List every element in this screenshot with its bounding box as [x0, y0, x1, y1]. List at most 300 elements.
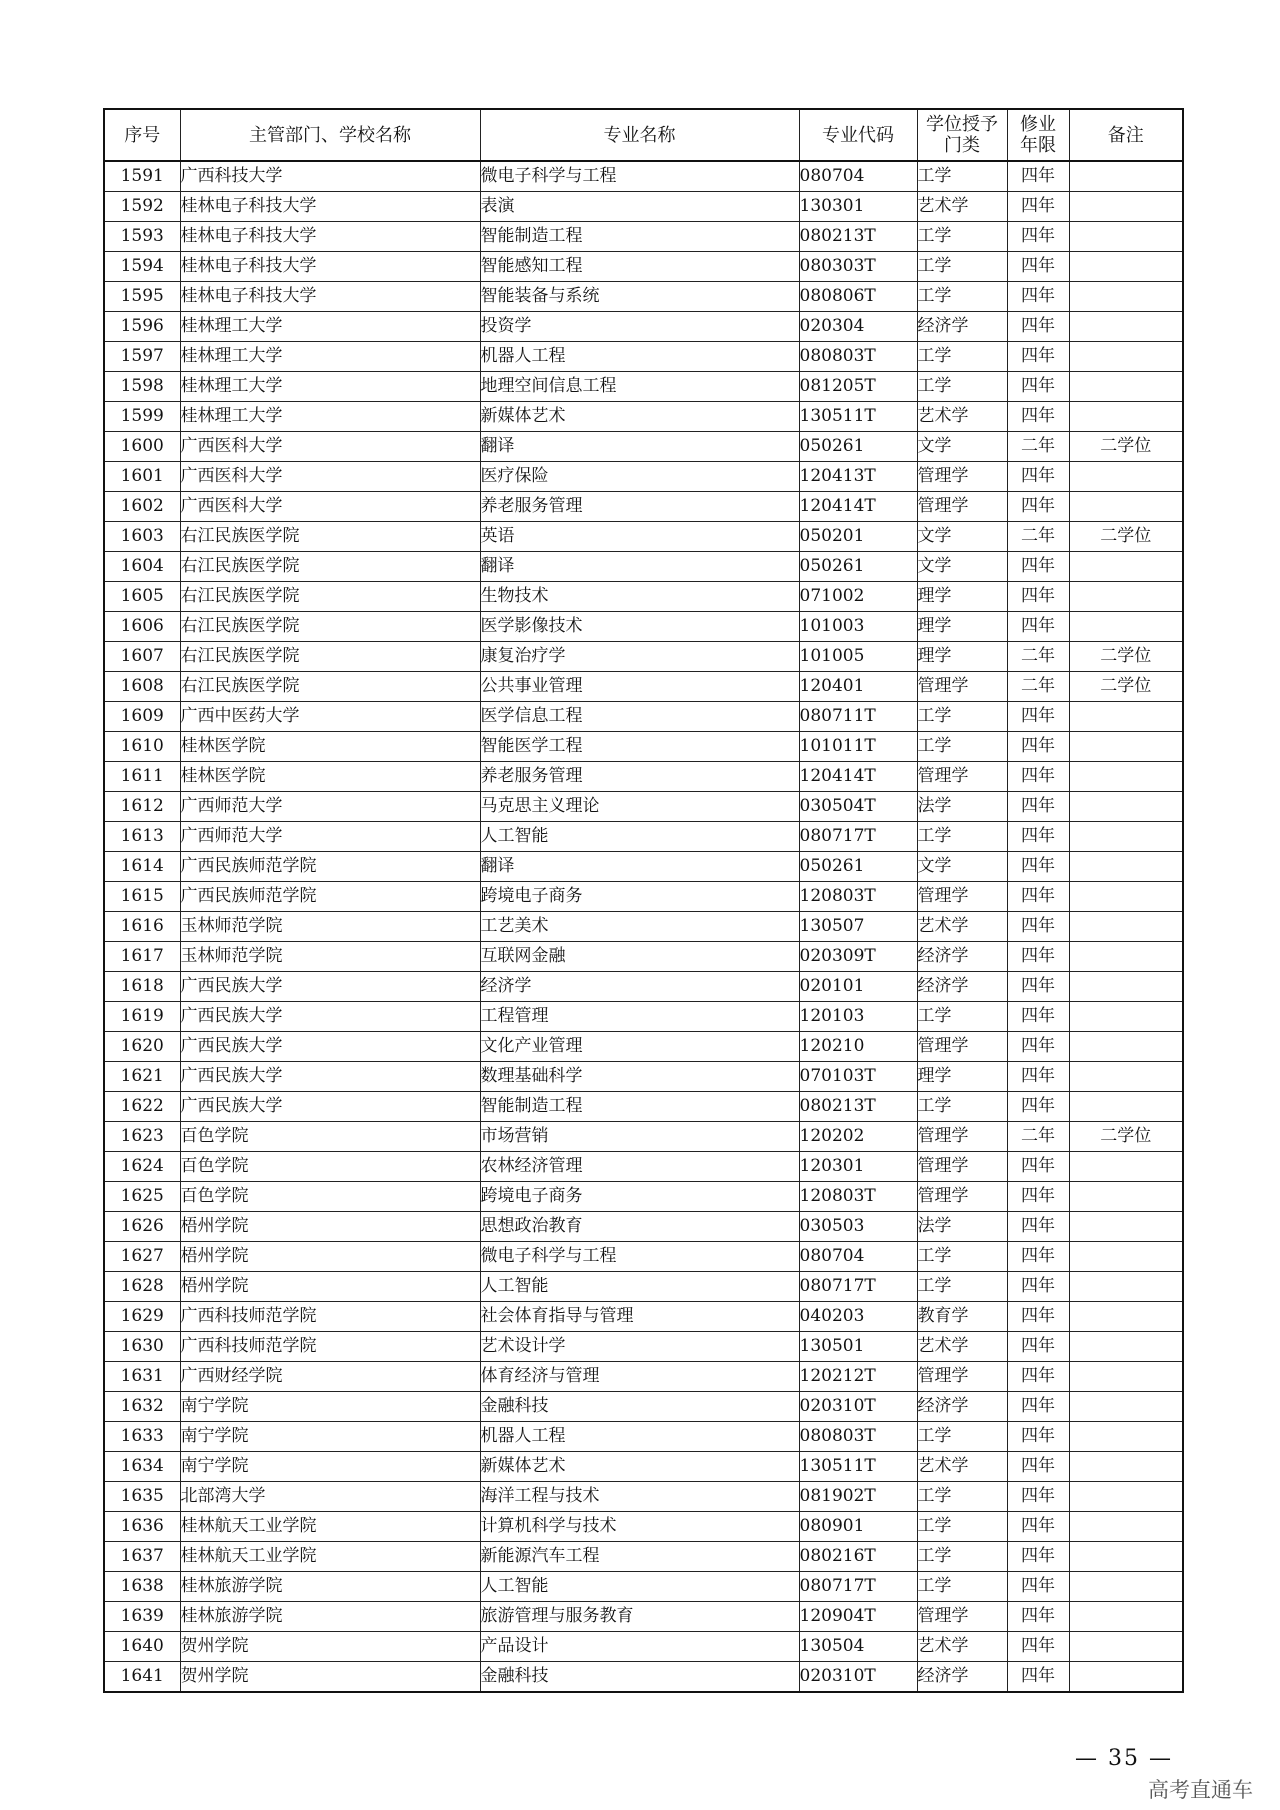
school-name: 广西民族大学: [180, 1002, 480, 1032]
remark: [1069, 1512, 1183, 1542]
major-code: 130504: [799, 1632, 917, 1662]
table-row: [104, 462, 1183, 492]
row-number: 1622: [104, 1092, 180, 1122]
row-number: 1619: [104, 1002, 180, 1032]
degree-category: 艺术学: [917, 402, 1007, 432]
remark: [1069, 822, 1183, 852]
study-duration: 四年: [1007, 1062, 1069, 1092]
row-number: 1624: [104, 1152, 180, 1182]
row-number: 1641: [104, 1662, 180, 1693]
row-number: 1638: [104, 1572, 180, 1602]
table-row: [104, 1332, 1183, 1362]
remark: 二学位: [1069, 522, 1183, 552]
table-row: [104, 822, 1183, 852]
header-no: 序号: [104, 109, 180, 161]
degree-category: 工学: [917, 372, 1007, 402]
row-number: 1615: [104, 882, 180, 912]
remark: 二学位: [1069, 642, 1183, 672]
header-duration: [1007, 109, 1069, 161]
major-code: 020101: [799, 972, 917, 1002]
row-number: 1613: [104, 822, 180, 852]
degree-category: 工学: [917, 1512, 1007, 1542]
school-name: 玉林师范学院: [180, 942, 480, 972]
major-name: 农林经济管理: [480, 1152, 799, 1182]
table-row: [104, 1002, 1183, 1032]
table-row: [104, 492, 1183, 522]
major-name: 翻译: [480, 432, 799, 462]
remark: [1069, 1272, 1183, 1302]
school-name: 广西医科大学: [180, 462, 480, 492]
degree-category: 艺术学: [917, 1452, 1007, 1482]
school-name: 右江民族医学院: [180, 612, 480, 642]
row-number: 1626: [104, 1212, 180, 1242]
school-name: 广西医科大学: [180, 432, 480, 462]
remark: [1069, 1602, 1183, 1632]
study-duration: 四年: [1007, 252, 1069, 282]
major-code: 030503: [799, 1212, 917, 1242]
major-code: 120202: [799, 1122, 917, 1152]
major-name: 智能装备与系统: [480, 282, 799, 312]
school-name: 桂林旅游学院: [180, 1572, 480, 1602]
study-duration: 四年: [1007, 702, 1069, 732]
study-duration: 四年: [1007, 822, 1069, 852]
major-name: 思想政治教育: [480, 1212, 799, 1242]
major-name: 工程管理: [480, 1002, 799, 1032]
major-code: 030504T: [799, 792, 917, 822]
major-code: 080216T: [799, 1542, 917, 1572]
study-duration: 四年: [1007, 732, 1069, 762]
school-name: 广西民族大学: [180, 972, 480, 1002]
table-row: [104, 1452, 1183, 1482]
study-duration: 四年: [1007, 552, 1069, 582]
row-number: 1612: [104, 792, 180, 822]
study-duration: 四年: [1007, 1332, 1069, 1362]
table-row: [104, 222, 1183, 252]
study-duration: 四年: [1007, 222, 1069, 252]
remark: 二学位: [1069, 672, 1183, 702]
row-number: 1629: [104, 1302, 180, 1332]
degree-category: 管理学: [917, 762, 1007, 792]
major-code: 080806T: [799, 282, 917, 312]
table-row: [104, 1032, 1183, 1062]
table-row: [104, 1512, 1183, 1542]
major-code: 020304: [799, 312, 917, 342]
remark: [1069, 342, 1183, 372]
row-number: 1603: [104, 522, 180, 552]
degree-category: 经济学: [917, 312, 1007, 342]
table-row: [104, 372, 1183, 402]
remark: [1069, 1632, 1183, 1662]
major-code: 120904T: [799, 1602, 917, 1632]
school-name: 百色学院: [180, 1182, 480, 1212]
major-code: 080711T: [799, 702, 917, 732]
table-row: [104, 912, 1183, 942]
major-code: 080704: [799, 1242, 917, 1272]
remark: [1069, 1002, 1183, 1032]
school-name: 桂林航天工业学院: [180, 1542, 480, 1572]
degree-category: 理学: [917, 642, 1007, 672]
school-name: 南宁学院: [180, 1452, 480, 1482]
remark: [1069, 972, 1183, 1002]
degree-category: 工学: [917, 282, 1007, 312]
row-number: 1614: [104, 852, 180, 882]
degree-category: 管理学: [917, 1182, 1007, 1212]
school-name: 桂林理工大学: [180, 372, 480, 402]
school-name: 贺州学院: [180, 1632, 480, 1662]
degree-category: 经济学: [917, 942, 1007, 972]
remark: [1069, 1662, 1183, 1693]
table-row: [104, 192, 1183, 222]
remark: 二学位: [1069, 432, 1183, 462]
study-duration: 四年: [1007, 882, 1069, 912]
major-code: 130511T: [799, 402, 917, 432]
table-row: [104, 612, 1183, 642]
school-name: 贺州学院: [180, 1662, 480, 1693]
header-degree-label: 学位授予门类: [926, 114, 998, 156]
major-name: 市场营销: [480, 1122, 799, 1152]
major-name: 翻译: [480, 852, 799, 882]
major-name: 数理基础科学: [480, 1062, 799, 1092]
study-duration: 四年: [1007, 1662, 1069, 1693]
major-name: 智能感知工程: [480, 252, 799, 282]
row-number: 1606: [104, 612, 180, 642]
degree-category: 工学: [917, 1542, 1007, 1572]
school-name: 北部湾大学: [180, 1482, 480, 1512]
study-duration: 四年: [1007, 1212, 1069, 1242]
degree-category: 工学: [917, 1572, 1007, 1602]
school-name: 右江民族医学院: [180, 642, 480, 672]
remark: [1069, 912, 1183, 942]
study-duration: 四年: [1007, 972, 1069, 1002]
major-name: 跨境电子商务: [480, 882, 799, 912]
remark: [1069, 762, 1183, 792]
school-name: 广西民族师范学院: [180, 882, 480, 912]
major-name: 体育经济与管理: [480, 1362, 799, 1392]
school-name: 桂林电子科技大学: [180, 252, 480, 282]
major-name: 生物技术: [480, 582, 799, 612]
major-code: 120212T: [799, 1362, 917, 1392]
study-duration: 四年: [1007, 912, 1069, 942]
remark: [1069, 882, 1183, 912]
study-duration: 四年: [1007, 1542, 1069, 1572]
school-name: 梧州学院: [180, 1212, 480, 1242]
remark: [1069, 192, 1183, 222]
remark: [1069, 1212, 1183, 1242]
header-school: 主管部门、学校名称: [180, 109, 480, 161]
major-name: 智能医学工程: [480, 732, 799, 762]
table-row: [104, 792, 1183, 822]
study-duration: 四年: [1007, 1092, 1069, 1122]
row-number: 1625: [104, 1182, 180, 1212]
degree-category: 经济学: [917, 972, 1007, 1002]
row-number: 1621: [104, 1062, 180, 1092]
major-name: 医学信息工程: [480, 702, 799, 732]
header-degree: [917, 109, 1007, 161]
header-duration-label: 修业年限: [1020, 114, 1056, 156]
school-name: 广西师范大学: [180, 822, 480, 852]
degree-category: 理学: [917, 612, 1007, 642]
table-row: [104, 762, 1183, 792]
degree-category: 艺术学: [917, 1632, 1007, 1662]
degree-category: 法学: [917, 1212, 1007, 1242]
row-number: 1593: [104, 222, 180, 252]
row-number: 1596: [104, 312, 180, 342]
study-duration: 二年: [1007, 432, 1069, 462]
study-duration: 四年: [1007, 612, 1069, 642]
study-duration: 二年: [1007, 522, 1069, 552]
major-name: 新媒体艺术: [480, 1452, 799, 1482]
major-code: 130507: [799, 912, 917, 942]
row-number: 1633: [104, 1422, 180, 1452]
row-number: 1632: [104, 1392, 180, 1422]
row-number: 1627: [104, 1242, 180, 1272]
table-row: [104, 702, 1183, 732]
school-name: 桂林医学院: [180, 762, 480, 792]
school-name: 梧州学院: [180, 1242, 480, 1272]
study-duration: 四年: [1007, 1362, 1069, 1392]
major-code: 081902T: [799, 1482, 917, 1512]
study-duration: 四年: [1007, 161, 1069, 192]
school-name: 桂林电子科技大学: [180, 192, 480, 222]
school-name: 南宁学院: [180, 1392, 480, 1422]
major-code: 080704: [799, 161, 917, 192]
major-code: 050261: [799, 552, 917, 582]
watermark: 高考直通车: [1148, 1778, 1253, 1802]
study-duration: 四年: [1007, 1632, 1069, 1662]
table-row: [104, 1632, 1183, 1662]
row-number: 1598: [104, 372, 180, 402]
major-name: 旅游管理与服务教育: [480, 1602, 799, 1632]
major-code: 120401: [799, 672, 917, 702]
study-duration: 四年: [1007, 1482, 1069, 1512]
degree-category: 管理学: [917, 492, 1007, 522]
remark: [1069, 1242, 1183, 1272]
degree-category: 工学: [917, 702, 1007, 732]
degree-category: 文学: [917, 852, 1007, 882]
study-duration: 二年: [1007, 642, 1069, 672]
remark: [1069, 492, 1183, 522]
school-name: 玉林师范学院: [180, 912, 480, 942]
major-code: 050201: [799, 522, 917, 552]
major-name: 医疗保险: [480, 462, 799, 492]
degree-category: 文学: [917, 522, 1007, 552]
major-name: 公共事业管理: [480, 672, 799, 702]
major-code: 081205T: [799, 372, 917, 402]
table-row: [104, 882, 1183, 912]
remark: [1069, 1542, 1183, 1572]
major-code: 120414T: [799, 492, 917, 522]
remark: [1069, 161, 1183, 192]
remark: [1069, 792, 1183, 822]
school-name: 百色学院: [180, 1152, 480, 1182]
remark: [1069, 1092, 1183, 1122]
table-row: [104, 432, 1183, 462]
table-row: [104, 1542, 1183, 1572]
remark: [1069, 462, 1183, 492]
school-name: 百色学院: [180, 1122, 480, 1152]
remark: [1069, 1332, 1183, 1362]
degree-category: 艺术学: [917, 912, 1007, 942]
header-note: 备注: [1069, 109, 1183, 161]
remark: [1069, 1362, 1183, 1392]
major-code: 101005: [799, 642, 917, 672]
degree-category: 管理学: [917, 1602, 1007, 1632]
study-duration: 四年: [1007, 792, 1069, 822]
row-number: 1616: [104, 912, 180, 942]
major-code: 050261: [799, 852, 917, 882]
major-name: 微电子科学与工程: [480, 161, 799, 192]
degree-category: 工学: [917, 822, 1007, 852]
major-name: 人工智能: [480, 1272, 799, 1302]
row-number: 1592: [104, 192, 180, 222]
degree-category: 工学: [917, 1242, 1007, 1272]
table-row: [104, 161, 1183, 192]
degree-category: 理学: [917, 1062, 1007, 1092]
school-name: 广西医科大学: [180, 492, 480, 522]
degree-category: 工学: [917, 1002, 1007, 1032]
table-row: [104, 582, 1183, 612]
table-row: [104, 342, 1183, 372]
table-row: [104, 1182, 1183, 1212]
study-duration: 四年: [1007, 1152, 1069, 1182]
degree-category: 工学: [917, 222, 1007, 252]
major-code: 020310T: [799, 1392, 917, 1422]
major-name: 医学影像技术: [480, 612, 799, 642]
school-name: 广西科技师范学院: [180, 1332, 480, 1362]
major-name: 微电子科学与工程: [480, 1242, 799, 1272]
major-name: 金融科技: [480, 1662, 799, 1693]
major-code: 070103T: [799, 1062, 917, 1092]
header-major: 专业名称: [480, 109, 799, 161]
degree-category: 文学: [917, 552, 1007, 582]
table-row: [104, 1422, 1183, 1452]
major-code: 130301: [799, 192, 917, 222]
remark: [1069, 402, 1183, 432]
row-number: 1618: [104, 972, 180, 1002]
major-name: 地理空间信息工程: [480, 372, 799, 402]
major-name: 经济学: [480, 972, 799, 1002]
study-duration: 四年: [1007, 852, 1069, 882]
table-row: [104, 1062, 1183, 1092]
major-name: 艺术设计学: [480, 1332, 799, 1362]
row-number: 1602: [104, 492, 180, 522]
degree-category: 教育学: [917, 1302, 1007, 1332]
table-row: [104, 1212, 1183, 1242]
study-duration: 四年: [1007, 1302, 1069, 1332]
major-name: 智能制造工程: [480, 1092, 799, 1122]
table-row: [104, 1302, 1183, 1332]
study-duration: 四年: [1007, 462, 1069, 492]
table-row: [104, 282, 1183, 312]
study-duration: 四年: [1007, 1452, 1069, 1482]
study-duration: 四年: [1007, 312, 1069, 342]
major-code: 071002: [799, 582, 917, 612]
degree-category: 管理学: [917, 1032, 1007, 1062]
table-header-row: [104, 109, 1183, 161]
row-number: 1601: [104, 462, 180, 492]
major-code: 080213T: [799, 222, 917, 252]
remark: [1069, 252, 1183, 282]
remark: [1069, 612, 1183, 642]
table-row: [104, 1242, 1183, 1272]
degree-category: 文学: [917, 432, 1007, 462]
major-code: 120414T: [799, 762, 917, 792]
school-name: 桂林旅游学院: [180, 1602, 480, 1632]
table-row: [104, 1602, 1183, 1632]
row-number: 1591: [104, 161, 180, 192]
row-number: 1610: [104, 732, 180, 762]
study-duration: 二年: [1007, 1122, 1069, 1152]
row-number: 1640: [104, 1632, 180, 1662]
table-row: [104, 852, 1183, 882]
remark: [1069, 1302, 1183, 1332]
major-name: 文化产业管理: [480, 1032, 799, 1062]
row-number: 1637: [104, 1542, 180, 1572]
row-number: 1611: [104, 762, 180, 792]
school-name: 南宁学院: [180, 1422, 480, 1452]
row-number: 1617: [104, 942, 180, 972]
study-duration: 四年: [1007, 942, 1069, 972]
row-number: 1620: [104, 1032, 180, 1062]
table-row: [104, 1572, 1183, 1602]
major-name: 工艺美术: [480, 912, 799, 942]
table-row: [104, 1092, 1183, 1122]
major-name: 康复治疗学: [480, 642, 799, 672]
school-name: 桂林航天工业学院: [180, 1512, 480, 1542]
major-name: 投资学: [480, 312, 799, 342]
study-duration: 四年: [1007, 1242, 1069, 1272]
study-duration: 四年: [1007, 1602, 1069, 1632]
major-code: 101011T: [799, 732, 917, 762]
degree-category: 工学: [917, 342, 1007, 372]
remark: [1069, 702, 1183, 732]
major-code: 101003: [799, 612, 917, 642]
row-number: 1604: [104, 552, 180, 582]
table-row: [104, 972, 1183, 1002]
major-code: 080303T: [799, 252, 917, 282]
major-name: 新能源汽车工程: [480, 1542, 799, 1572]
major-name: 社会体育指导与管理: [480, 1302, 799, 1332]
row-number: 1635: [104, 1482, 180, 1512]
major-code: 120103: [799, 1002, 917, 1032]
remark: [1069, 1062, 1183, 1092]
degree-category: 工学: [917, 1422, 1007, 1452]
row-number: 1634: [104, 1452, 180, 1482]
major-code: 130511T: [799, 1452, 917, 1482]
remark: [1069, 1422, 1183, 1452]
row-number: 1631: [104, 1362, 180, 1392]
major-code: 080717T: [799, 1572, 917, 1602]
degree-category: 工学: [917, 161, 1007, 192]
remark: [1069, 372, 1183, 402]
table-row: [104, 1362, 1183, 1392]
school-name: 广西民族大学: [180, 1032, 480, 1062]
major-name: 新媒体艺术: [480, 402, 799, 432]
study-duration: 四年: [1007, 1272, 1069, 1302]
major-code: 050261: [799, 432, 917, 462]
row-number: 1600: [104, 432, 180, 462]
school-name: 右江民族医学院: [180, 552, 480, 582]
major-code: 080901: [799, 1512, 917, 1542]
major-name: 翻译: [480, 552, 799, 582]
row-number: 1636: [104, 1512, 180, 1542]
table-row: [104, 1482, 1183, 1512]
major-code: 120210: [799, 1032, 917, 1062]
table-row: [104, 402, 1183, 432]
remark: [1069, 552, 1183, 582]
school-name: 广西中医药大学: [180, 702, 480, 732]
major-code: 120803T: [799, 1182, 917, 1212]
